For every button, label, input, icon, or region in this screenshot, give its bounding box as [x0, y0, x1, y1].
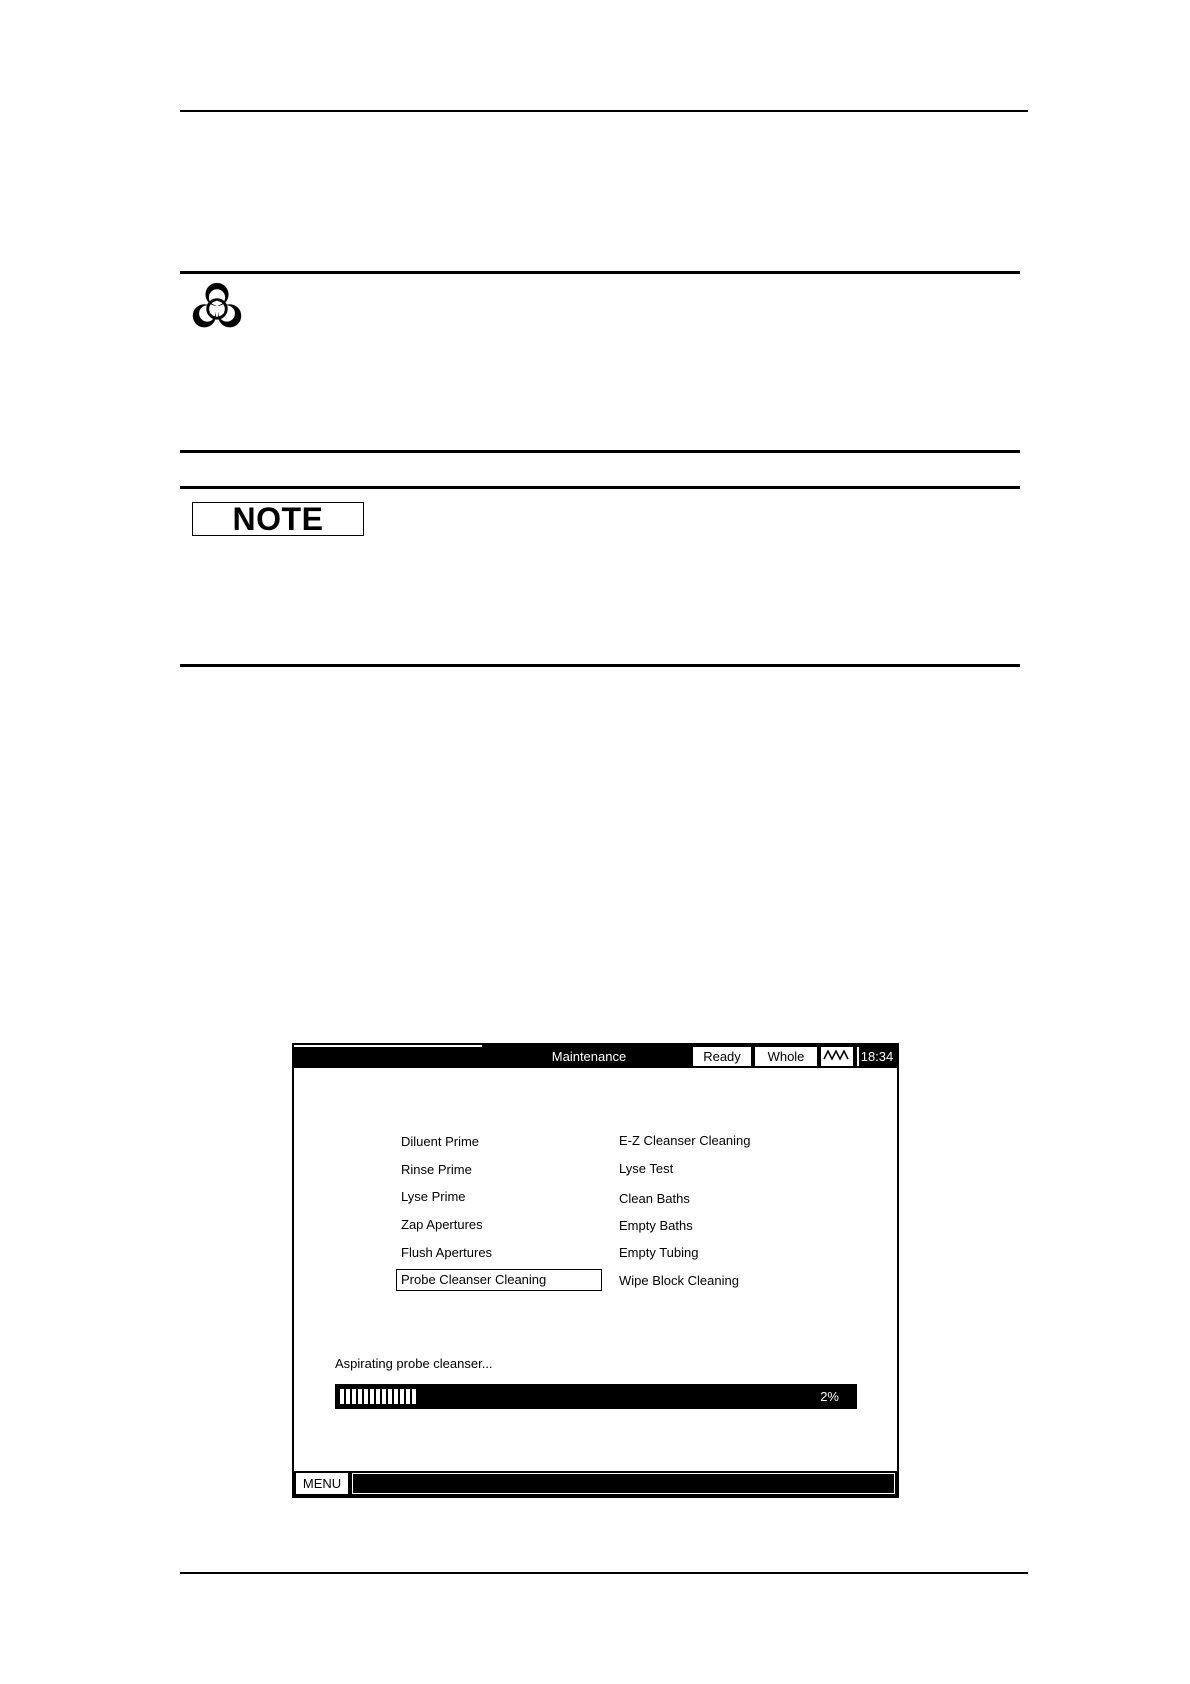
menu-item-rinse-prime[interactable]: Rinse Prime	[401, 1162, 472, 1177]
title-bar-stripe	[294, 1045, 482, 1047]
menu-item-lyse-prime[interactable]: Lyse Prime	[401, 1189, 466, 1204]
menu-item-zap-apertures[interactable]: Zap Apertures	[401, 1217, 483, 1232]
clock-time: 18:34	[857, 1047, 895, 1066]
progress-segment	[406, 1389, 410, 1404]
progress-status-text: Aspirating probe cleanser...	[335, 1356, 493, 1371]
progress-segment	[382, 1389, 386, 1404]
biohazard-icon	[188, 280, 246, 332]
biohazard-bottom-rule	[180, 450, 1020, 453]
title-bar	[294, 1045, 897, 1068]
progress-bar	[335, 1384, 857, 1409]
menu-item-clean-baths[interactable]: Clean Baths	[619, 1191, 690, 1206]
progress-segment	[412, 1389, 416, 1404]
menu-item-empty-tubing[interactable]: Empty Tubing	[619, 1245, 699, 1260]
menu-item-probe-cleanser-cleaning[interactable]: Probe Cleanser Cleaning	[396, 1269, 602, 1291]
menu-item-wipe-block-cleaning[interactable]: Wipe Block Cleaning	[619, 1273, 739, 1288]
progress-segment	[340, 1389, 344, 1404]
menu-item-flush-apertures[interactable]: Flush Apertures	[401, 1245, 493, 1260]
progress-segment	[376, 1389, 380, 1404]
ready-status: Ready	[693, 1047, 751, 1066]
progress-segment	[346, 1389, 350, 1404]
waveform-icon	[821, 1047, 853, 1066]
progress-segment	[400, 1389, 404, 1404]
note-top-rule	[180, 486, 1020, 489]
menu-item-diluent-prime[interactable]: Diluent Prime	[401, 1134, 480, 1149]
menu-item-empty-baths[interactable]: Empty Baths	[619, 1218, 693, 1233]
progress-segment	[364, 1389, 368, 1404]
maintenance-screen	[292, 1043, 899, 1498]
progress-segment	[388, 1389, 392, 1404]
screen-title: Maintenance	[551, 1049, 627, 1064]
footer-rule	[180, 1572, 1028, 1574]
menu-item-lyse-test[interactable]: Lyse Test	[619, 1161, 674, 1176]
progress-fill	[340, 1389, 416, 1404]
header-rule	[180, 110, 1028, 112]
message-field	[352, 1473, 895, 1494]
bottom-bar	[294, 1471, 897, 1496]
progress-segment	[358, 1389, 362, 1404]
progress-percent: 2%	[820, 1389, 839, 1404]
menu-button[interactable]: MENU	[296, 1473, 348, 1494]
menu-item-ez-cleanser-cleaning[interactable]: E-Z Cleanser Cleaning	[619, 1133, 751, 1148]
progress-segment	[352, 1389, 356, 1404]
progress-segment	[370, 1389, 374, 1404]
mode-status: Whole	[755, 1047, 817, 1066]
note-label: NOTE	[192, 502, 364, 536]
note-bottom-rule	[180, 664, 1020, 667]
progress-segment	[394, 1389, 398, 1404]
biohazard-top-rule	[180, 271, 1020, 274]
